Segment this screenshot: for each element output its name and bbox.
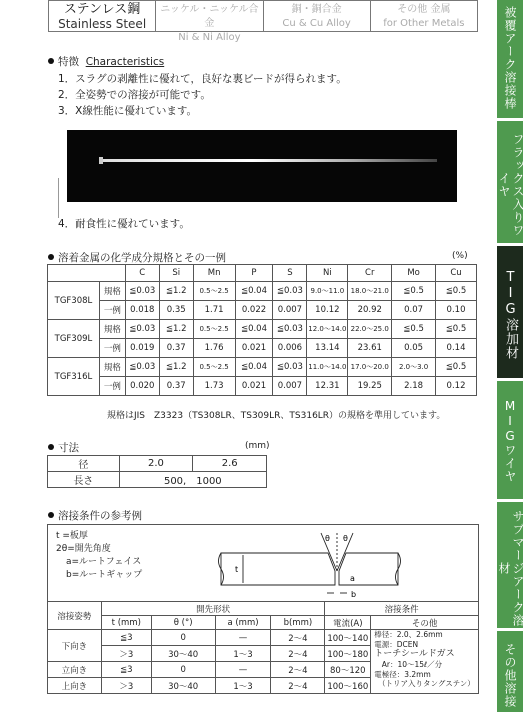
table-cell: 0.007 [273, 301, 307, 320]
header-cell: S [273, 265, 307, 282]
table-cell: 100～160 [325, 678, 371, 694]
other-line: （トリア入りタングステン） [374, 679, 475, 688]
table-cell: ≦0.04 [235, 282, 273, 301]
table-cell: 12.31 [307, 377, 348, 396]
table-cell: ≦0.04 [235, 320, 273, 339]
table-cell: 0.007 [273, 377, 307, 396]
feature-item: 1．スラグの剥離性に優れて，良好な裏ビードが得られます。 [58, 73, 347, 85]
composition-title: 溶着金属の化学成分規格とその一例 [58, 252, 226, 264]
table-cell: 0 [151, 630, 215, 646]
table-cell: 2.6 [193, 456, 267, 472]
header-cell: 溶接姿勢 [48, 602, 102, 630]
tab-label-jp: ステンレス鋼 [63, 2, 141, 17]
table-row [48, 339, 477, 358]
other-line: Ar：10～15ℓ／分 [374, 660, 443, 669]
table-cell: 0.14 [436, 339, 477, 358]
table-cell: 2.18 [392, 377, 436, 396]
header-cell: Cu [436, 265, 477, 282]
table-cell: ≦3 [101, 630, 151, 646]
category-sidebar [497, 0, 523, 712]
header-cell: t (mm) [101, 616, 151, 630]
dimensions-title: 寸法 [58, 442, 79, 454]
table-cell: 1～3 [215, 646, 271, 662]
table-cell: ≦1.2 [159, 282, 193, 301]
sidebar-item-other-welding[interactable] [497, 631, 523, 715]
header-cell: Si [159, 265, 193, 282]
header-cell: Mo [392, 265, 436, 282]
composition-unit: (%) [452, 251, 468, 261]
header-cell: その他 [371, 616, 479, 630]
product-cell: TGF308L [48, 282, 100, 320]
sidebar-item-label: フラックス入りワイヤ [497, 133, 525, 237]
tab-nickel[interactable] [156, 0, 263, 43]
groove-legend [56, 530, 142, 582]
table-cell: 30～40 [151, 678, 215, 694]
table-cell: ≦0.5 [436, 320, 477, 339]
position-cell: 上向き [48, 678, 102, 694]
table-cell: 500, 1000 [119, 472, 266, 488]
other-line: 棒径：2.0、2.6mm [374, 630, 443, 639]
table-cell: ≦0.5 [436, 282, 477, 301]
header-cell: 溶接条件 [325, 602, 479, 616]
table-cell: 100～140 [325, 630, 371, 646]
a-label: a [350, 574, 355, 583]
table-cell: 0.018 [125, 301, 159, 320]
header-cell: P [235, 265, 273, 282]
header-cell: Cr [348, 265, 392, 282]
table-cell: 1.71 [193, 301, 235, 320]
table-cell: 0.07 [392, 301, 436, 320]
table-cell: 23.61 [348, 339, 392, 358]
other-line: 電極径：3.2mm [374, 669, 431, 679]
composition-heading [48, 250, 226, 265]
features-heading-jp: 特徴 [58, 56, 79, 68]
tab-label-jp: その他 金属 [397, 4, 451, 15]
table-cell: 0.021 [235, 339, 273, 358]
legend-item: b=ルートギャップ [66, 570, 143, 580]
table-cell: 12.0～14.0 [307, 320, 348, 339]
table-cell: ≦0.03 [273, 282, 307, 301]
t-label: t [235, 565, 239, 574]
conditions-heading [48, 508, 142, 523]
table-cell: 0.5～2.5 [193, 358, 235, 377]
header-cell: Ni [307, 265, 348, 282]
table-cell: 80～120 [325, 662, 371, 678]
product-cell: TGF309L [48, 320, 100, 358]
theta-right-label: θ [343, 534, 348, 543]
table-row [48, 630, 479, 646]
table-cell: 0.5～2.5 [193, 282, 235, 301]
features-heading [48, 54, 164, 69]
bullet-icon [48, 444, 54, 450]
features-heading-en: Characteristics [85, 56, 165, 68]
tab-label-jp: ニッケル・ニッケル合金 [160, 4, 259, 29]
table-cell: 規格 [99, 320, 125, 339]
bullet-icon [48, 512, 54, 518]
table-cell: 2～4 [271, 678, 325, 694]
table-cell: ≦0.5 [436, 358, 477, 377]
legend-item: a=ルートフェイス [66, 557, 142, 567]
table-header-row [48, 265, 477, 282]
table-cell: ≦1.2 [159, 358, 193, 377]
weld-bead-photo [67, 130, 457, 202]
table-cell: 9.0～11.0 [307, 282, 348, 301]
sidebar-item-tig-filler[interactable] [497, 246, 523, 381]
table-row [48, 472, 267, 488]
table-cell: ≦0.03 [273, 320, 307, 339]
header-cell: Mn [193, 265, 235, 282]
divider [58, 178, 59, 218]
other-line: トーチシールドガス [374, 649, 455, 659]
sidebar-item-label: 被覆アーク溶接棒 [503, 6, 517, 110]
table-cell: 2～4 [271, 630, 325, 646]
groove-diagram-box [47, 524, 479, 602]
table-cell: ≦0.04 [235, 358, 273, 377]
conditions-table [47, 601, 479, 694]
material-tabs [48, 0, 478, 43]
table-cell: 規格 [99, 358, 125, 377]
table-cell: 22.0～25.0 [348, 320, 392, 339]
table-cell: 1～3 [215, 678, 271, 694]
table-cell: 0.021 [235, 377, 273, 396]
table-cell: 20.92 [348, 301, 392, 320]
table-cell: 0.019 [125, 339, 159, 358]
table-cell: 規格 [99, 282, 125, 301]
table-row [48, 282, 477, 301]
table-cell: — [215, 630, 271, 646]
table-cell: 2～4 [271, 646, 325, 662]
tab-label-en: Stainless Steel [58, 17, 147, 31]
sidebar-item-covered-electrode[interactable] [497, 0, 523, 121]
table-cell: 一例 [99, 301, 125, 320]
sidebar-item-label: その他溶接 [503, 643, 517, 708]
table-cell: 一例 [99, 377, 125, 396]
tab-copper[interactable] [264, 0, 371, 32]
table-cell: ≦0.03 [125, 282, 159, 301]
tab-label-en: Ni & Ni Alloy [178, 32, 241, 43]
table-cell: 0.020 [125, 377, 159, 396]
table-cell: 0.10 [436, 301, 477, 320]
table-row [48, 301, 477, 320]
table-cell: 2.0 [119, 456, 193, 472]
table-cell: ≦3 [101, 662, 151, 678]
table-row [48, 456, 267, 472]
tab-label-jp: 銅・銅合金 [291, 4, 342, 15]
legend-item: t =板厚 [56, 531, 88, 541]
tab-label-en: for Other Metals [383, 18, 465, 29]
table-cell: 30～40 [151, 646, 215, 662]
dimensions-heading [48, 440, 79, 455]
table-cell: 0.35 [159, 301, 193, 320]
sidebar-item-label: サブマージアーク溶材 [497, 509, 525, 627]
table-cell: ≦0.03 [125, 320, 159, 339]
table-cell: 10.12 [307, 301, 348, 320]
table-cell: 100～180 [325, 646, 371, 662]
feature-item: 2．全姿勢での溶接が可能です。 [58, 89, 211, 101]
header-cell: a (mm) [215, 616, 271, 630]
bullet-icon [48, 254, 54, 260]
header-cell [48, 265, 126, 282]
table-cell: ＞3 [101, 678, 151, 694]
table-row [48, 377, 477, 396]
table-cell: 2.0～3.0 [392, 358, 436, 377]
table-cell: 一例 [99, 339, 125, 358]
table-cell: ≦0.5 [392, 282, 436, 301]
feature-item: 3．X線性能に優れています。 [58, 105, 198, 117]
table-cell: 17.0～20.0 [348, 358, 392, 377]
table-cell: 19.25 [348, 377, 392, 396]
sidebar-item-flux-cored-wire[interactable] [497, 121, 523, 246]
table-cell: 13.14 [307, 339, 348, 358]
table-cell: 径 [48, 456, 120, 472]
header-cell: C [125, 265, 159, 282]
table-cell: 18.0～21.0 [348, 282, 392, 301]
table-cell: ≦0.5 [392, 320, 436, 339]
sidebar-item-label: TIG溶加材 [503, 270, 518, 360]
table-header-row [48, 602, 479, 616]
table-row [48, 320, 477, 339]
table-cell: 0.022 [235, 301, 273, 320]
table-row [48, 358, 477, 377]
header-cell: θ (°) [151, 616, 215, 630]
table-cell: 1.76 [193, 339, 235, 358]
table-cell: — [215, 662, 271, 678]
theta-left-label: θ [325, 534, 330, 543]
header-cell: 電流(A) [325, 616, 371, 630]
header-cell: 開先形状 [101, 602, 325, 616]
position-cell: 下向き [48, 630, 102, 662]
tab-stainless[interactable] [48, 0, 156, 32]
table-cell: 長さ [48, 472, 120, 488]
table-cell: ≦1.2 [159, 320, 193, 339]
table-cell: ＞3 [101, 646, 151, 662]
composition-note: 規格はJIS Z3323（TS308LR、TS309LR、TS316LR）の規格を準用しています。 [107, 411, 446, 421]
b-label: b [351, 590, 357, 599]
dimensions-table [47, 455, 267, 488]
table-cell: 0.5～2.5 [193, 320, 235, 339]
legend-item: 2θ=開先角度 [56, 544, 111, 554]
table-cell: ≦0.03 [273, 358, 307, 377]
table-cell: 1.73 [193, 377, 235, 396]
position-cell: 立向き [48, 662, 102, 678]
feature-item: 4．耐食性に優れています。 [58, 218, 190, 230]
weld-rod-image [67, 130, 457, 202]
table-cell: 0.006 [273, 339, 307, 358]
composition-table [47, 264, 477, 396]
table-cell: 11.0～14.0 [307, 358, 348, 377]
bullet-icon [48, 58, 54, 64]
groove-diagram [213, 531, 408, 599]
sidebar-item-submerged-arc[interactable] [497, 502, 523, 631]
header-cell: b(mm) [271, 616, 325, 630]
sidebar-item-label: MIGワイヤ [503, 399, 517, 483]
tab-other-metals[interactable] [371, 0, 478, 32]
other-conditions-cell [371, 630, 479, 694]
conditions-title: 溶接条件の参考例 [58, 510, 142, 522]
table-header-row [48, 616, 479, 630]
other-line: 電源：DCEN [374, 639, 419, 649]
sidebar-item-mig-wire[interactable] [497, 381, 523, 502]
table-cell: ≦0.03 [125, 358, 159, 377]
product-cell: TGF316L [48, 358, 100, 396]
table-cell: 0.05 [392, 339, 436, 358]
table-cell: 2～4 [271, 662, 325, 678]
dimensions-unit: (mm) [245, 441, 270, 451]
table-cell: 0.37 [159, 339, 193, 358]
table-cell: 0.37 [159, 377, 193, 396]
table-cell: 0 [151, 662, 215, 678]
table-cell: 0.12 [436, 377, 477, 396]
tab-label-en: Cu & Cu Alloy [282, 18, 351, 29]
